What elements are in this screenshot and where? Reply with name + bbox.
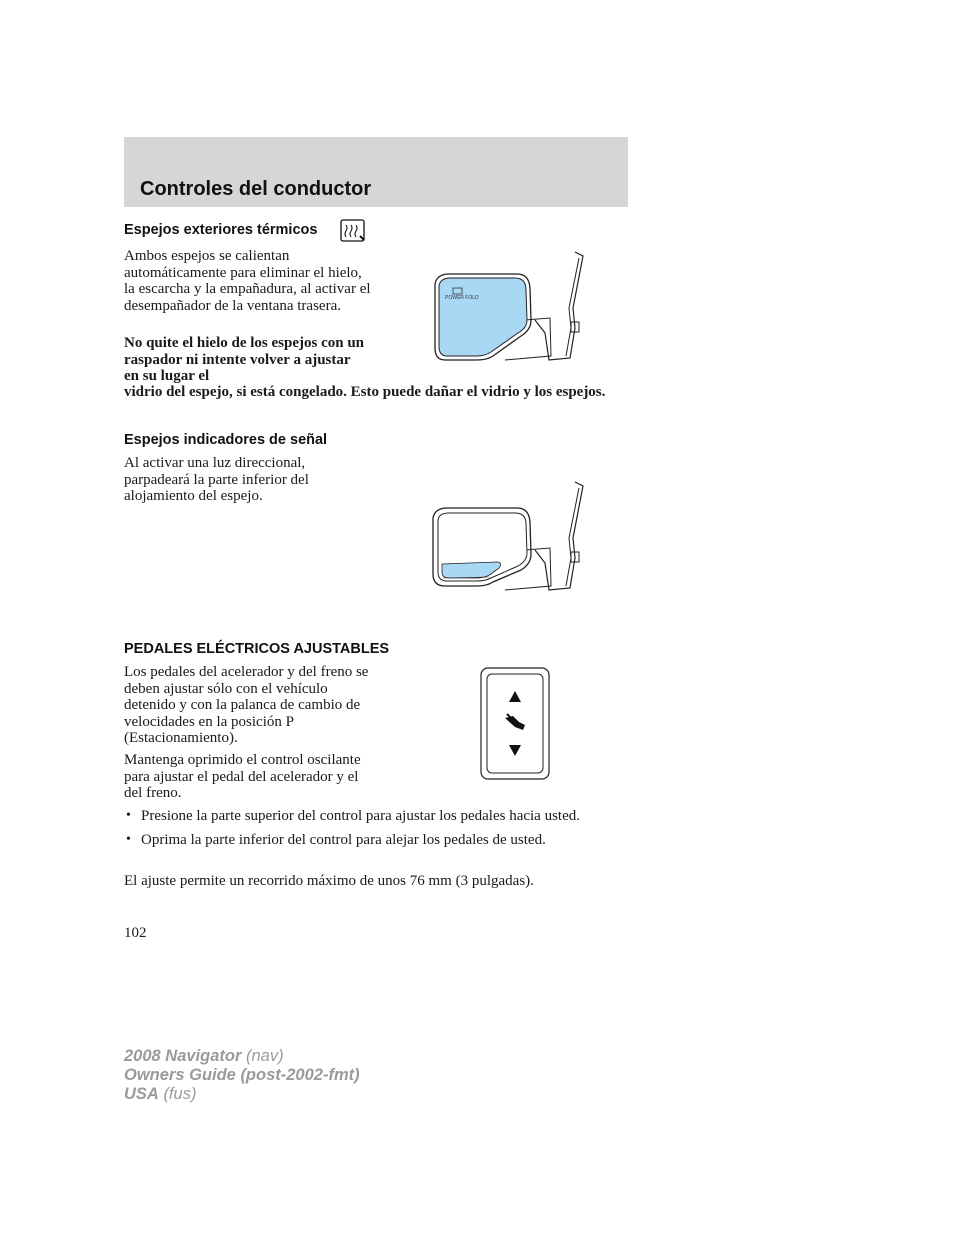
page-title: Controles del conductor xyxy=(140,178,372,200)
list-item: • Presione la parte superior del control para ajustar los pedales hacia usted. xyxy=(126,808,581,824)
heated-mirrors-warning-part2: vidrio del espejo, si está congelado. Esto puede dañar el vidrio y los espejos. xyxy=(124,384,606,400)
rear-defrost-icon xyxy=(340,219,366,243)
adjustment-instructions-list xyxy=(124,808,624,855)
heated-mirrors-text: Ambos espejos se calientan automáticamente para eliminar el hielo, la escarcha y la empañadura, al activar el desempañador de la ventana trasera. xyxy=(124,248,371,314)
pedal-rocker-switch-illustration xyxy=(479,666,553,782)
heated-mirrors-warning-part1: No quite el hielo de los espejos con un raspador ni intente volver a ajustar en su lugar el xyxy=(124,335,365,384)
signal-mirrors-heading: Espejos indicadores de señal xyxy=(124,432,328,448)
heated-mirror-illustration xyxy=(425,248,595,368)
adjustable-pedals-text: Los pedales del acelerador y del freno se deben ajustar sólo con el vehículo detenido y con la palanca de cambio de velocidades en la posición P (Estacionamiento). xyxy=(124,664,369,746)
list-item: • Oprima la parte inferior del control para alejar los pedales de usted. xyxy=(126,831,546,848)
adjustable-pedals-heading: PEDALES ELÉCTRICOS AJUSTABLES xyxy=(124,641,390,657)
page-number: 102 xyxy=(124,925,147,941)
adjustment-range-text: El ajuste permite un recorrido máximo de unos 76 mm (3 pulgadas). xyxy=(124,873,534,889)
power-fold-label: POWER FOLD xyxy=(445,295,479,301)
signal-mirror-illustration xyxy=(425,478,595,598)
document-footer: 2008 Navigator (nav) Owners Guide (post-2002-fmt) USA (fus) xyxy=(124,1047,360,1103)
signal-mirrors-text: Al activar una luz direccional, parpadeará la parte inferior del alojamiento del espejo. xyxy=(124,455,309,504)
adjustable-pedals-hold-text: Mantenga oprimido el control oscilante para ajustar el pedal del acelerador y el del freno. xyxy=(124,752,361,801)
section-header-band xyxy=(124,137,628,207)
heated-mirrors-heading: Espejos exteriores térmicos xyxy=(124,222,318,238)
